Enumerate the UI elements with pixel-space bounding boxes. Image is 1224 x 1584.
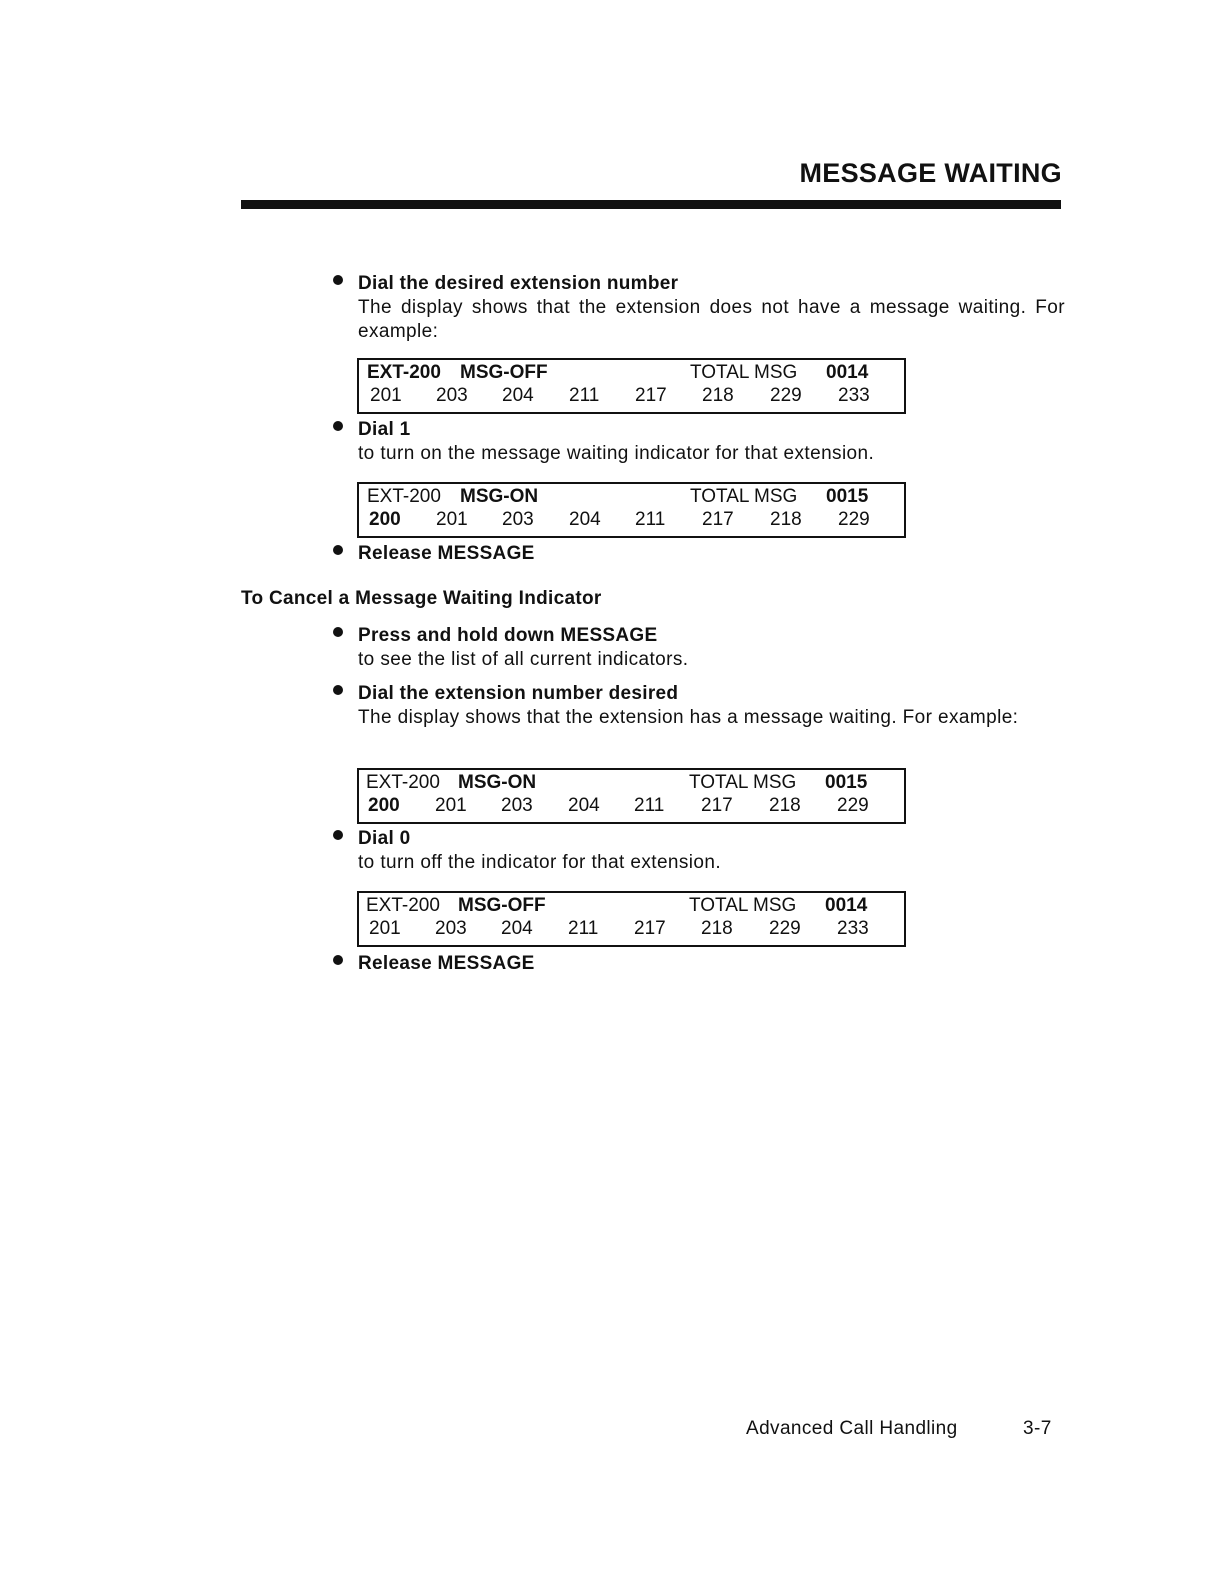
bullet-icon	[333, 421, 343, 431]
step-heading: Dial 0	[358, 828, 411, 849]
display-row	[359, 795, 904, 819]
bullet-icon	[333, 685, 343, 695]
display-entry: 204	[569, 509, 601, 530]
step-text: to turn on the message waiting indicator for that extension.	[358, 443, 875, 464]
bullet-icon	[333, 627, 343, 637]
display-status: MSG-OFF	[458, 895, 546, 916]
display-status: MSG-ON	[460, 486, 539, 507]
step-text: The display shows that the extension does not have a message waiting. For example:	[358, 297, 1065, 342]
display-total-count: 0015	[825, 772, 868, 793]
display-entry: 233	[838, 385, 870, 406]
step-heading: Release MESSAGE	[358, 953, 535, 974]
bullet-icon	[333, 955, 343, 965]
display-entry: 211	[569, 385, 600, 406]
page-title: MESSAGE WAITING	[799, 158, 1062, 188]
display-row	[359, 895, 904, 919]
display-entry: 217	[635, 385, 667, 406]
display-entry: 203	[502, 509, 534, 530]
display-entry: 229	[769, 918, 801, 939]
display-extension: EXT-200	[366, 895, 440, 916]
section-heading: To Cancel a Message Waiting Indicator	[241, 588, 602, 609]
display-status: MSG-OFF	[460, 362, 548, 383]
display-entry: 233	[837, 918, 869, 939]
display-total-count: 0014	[826, 362, 869, 383]
display-entry: 211	[634, 795, 665, 816]
bullet-icon	[333, 830, 343, 840]
lcd-display	[357, 768, 906, 824]
display-total-count: 0014	[825, 895, 868, 916]
title-rule	[241, 200, 1061, 209]
display-entry: 203	[501, 795, 533, 816]
lcd-display	[357, 358, 906, 414]
display-entry: 217	[634, 918, 666, 939]
display-entry: 211	[635, 509, 666, 530]
display-total-label: TOTAL MSG	[689, 772, 797, 793]
display-total-count: 0015	[826, 486, 869, 507]
display-entry: 211	[568, 918, 599, 939]
display-status: MSG-ON	[458, 772, 537, 793]
display-entry: 203	[436, 385, 468, 406]
step-text: to turn off the indicator for that extension.	[358, 852, 722, 873]
display-entry: 218	[701, 918, 733, 939]
display-extension: EXT-200	[367, 362, 441, 383]
step-dial-extension-desired	[333, 682, 1065, 730]
step-heading: Dial the desired extension number	[358, 273, 679, 294]
display-row	[359, 772, 904, 796]
display-entry: 204	[501, 918, 533, 939]
display-extension: EXT-200	[366, 772, 440, 793]
step-text: to see the list of all current indicators.	[358, 649, 689, 670]
display-entry: 229	[838, 509, 870, 530]
display-entry: 218	[769, 795, 801, 816]
step-release-message	[333, 542, 1065, 566]
display-row	[359, 509, 904, 533]
step-heading: Release MESSAGE	[358, 543, 535, 564]
display-row	[359, 486, 904, 510]
bullet-icon	[333, 275, 343, 285]
footer-page-number: 3-7	[1023, 1418, 1052, 1439]
lcd-display	[357, 482, 906, 538]
display-entry: 229	[837, 795, 869, 816]
step-press-hold-message	[333, 624, 1065, 672]
display-entry: 201	[435, 795, 467, 816]
display-entry: 217	[702, 509, 734, 530]
step-heading: Dial the extension number desired	[358, 683, 679, 704]
display-entry: 229	[770, 385, 802, 406]
display-entry: 201	[370, 385, 402, 406]
step-release-message	[333, 952, 1065, 976]
display-entry: 201	[436, 509, 468, 530]
display-entry: 201	[369, 918, 401, 939]
display-total-label: TOTAL MSG	[690, 486, 798, 507]
step-dial-1	[333, 418, 1065, 466]
display-total-label: TOTAL MSG	[690, 362, 798, 383]
display-entry: 217	[701, 795, 733, 816]
display-entry: 218	[702, 385, 734, 406]
display-extension: EXT-200	[367, 486, 441, 507]
display-entry: 204	[568, 795, 600, 816]
display-entry: 200	[368, 795, 400, 816]
bullet-icon	[333, 545, 343, 555]
display-entry: 203	[435, 918, 467, 939]
display-entry: 200	[369, 509, 401, 530]
display-row	[359, 918, 904, 942]
footer-section: Advanced Call Handling	[746, 1418, 958, 1439]
step-text: The display shows that the extension has a message waiting. For example:	[358, 707, 1019, 728]
step-dial-0	[333, 827, 1065, 875]
display-row	[359, 385, 904, 409]
step-heading: Dial 1	[358, 419, 411, 440]
step-dial-extension	[333, 272, 1065, 344]
display-entry: 204	[502, 385, 534, 406]
display-row	[359, 362, 904, 386]
display-total-label: TOTAL MSG	[689, 895, 797, 916]
step-heading: Press and hold down MESSAGE	[358, 625, 658, 646]
lcd-display	[357, 891, 906, 947]
display-entry: 218	[770, 509, 802, 530]
